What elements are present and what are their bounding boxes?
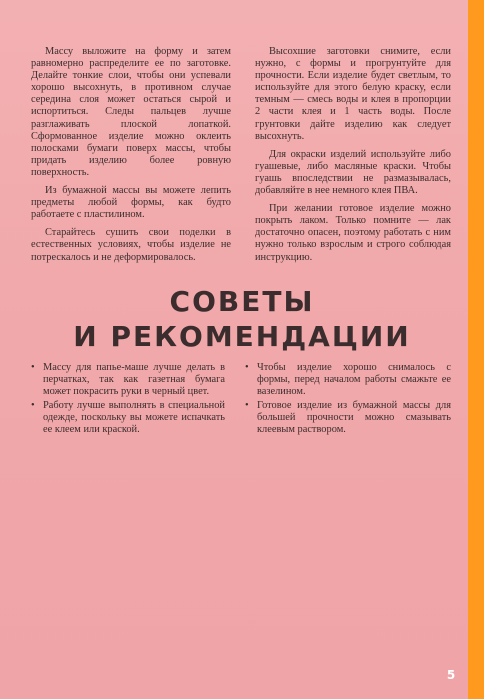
page-edge-strip — [468, 0, 484, 699]
paragraph: Массу выложите на форму и затем равномерно распределите ее по заготовке. Делайте тонкие слои, чтобы они успевали хорошо высохнуть, в противном случае середина слоя может остаться сырой и испортиться. Следы пальцев лучше разглаживать плоской лопаткой. Сформованное изделие можно оклеить полосками бумаги поверх массы, чтобы придать изделию более ровную поверхность. — [31, 46, 231, 178]
tip-text: Массу для папье-маше лучше делать в перчатках, так как газетная бумага может покрасить руки в черный цвет. — [43, 362, 225, 398]
tip-text: Чтобы изделие хорошо снималось с формы, перед началом работы смажьте ее вазелином. — [257, 362, 451, 398]
paragraph: Старайтесь сушить свои поделки в естественных условиях, чтобы изделие не потрескалось и не деформировалось. — [31, 227, 231, 263]
paragraph: При желании готовое изделие можно покрыть лаком. Только помните — лак достаточно опасен, поэтому работать с ним нужно только взрослым и строго соблюдая инструкцию. — [255, 203, 451, 263]
bullet-icon: • — [31, 400, 35, 412]
right-text-column — [255, 46, 451, 270]
bullet-icon: • — [31, 362, 35, 373]
tips-list-left — [31, 362, 225, 439]
tips-list-right — [245, 362, 451, 439]
tip-item — [31, 400, 225, 436]
tip-text: Работу лучше выполнять в специальной одежде, поскольку вы можете испачкать ее клеем или краской. — [43, 400, 225, 436]
tip-item — [245, 362, 451, 398]
paragraph: Для окраски изделий используйте либо гуашевые, либо масляные краски. Чтобы гуашь впоследствии не размазывалась, добавляйте в нее немного клея ПВА. — [255, 148, 451, 197]
bullet-icon: • — [245, 400, 249, 412]
section-title-line: И РЕКОМЕНДАЦИИ — [73, 320, 411, 353]
page-number: 5 — [446, 668, 456, 682]
section-title — [0, 284, 484, 354]
paragraph: Из бумажной массы вы можете лепить предметы любой формы, как будто работаете с пластилином. — [31, 185, 231, 221]
paragraph: Высохшие заготовки снимите, если нужно, с формы и прогрунтуйте для прочности. Если изделие будет светлым, то используйте для этого белую краску, если темным — смесь воды и клея в пропорции 2 части клея и 1 часть воды. После грунтовки дайте изделию как следует высохнуть. — [255, 46, 451, 142]
tip-item — [31, 362, 225, 398]
left-text-column — [31, 46, 231, 270]
section-title-line: СОВЕТЫ — [169, 285, 315, 318]
tip-text: Готовое изделие из бумажной массы для большей прочности можно смазывать клеевым раствором. — [257, 400, 451, 436]
bullet-icon: • — [245, 362, 249, 373]
tip-item — [245, 400, 451, 436]
